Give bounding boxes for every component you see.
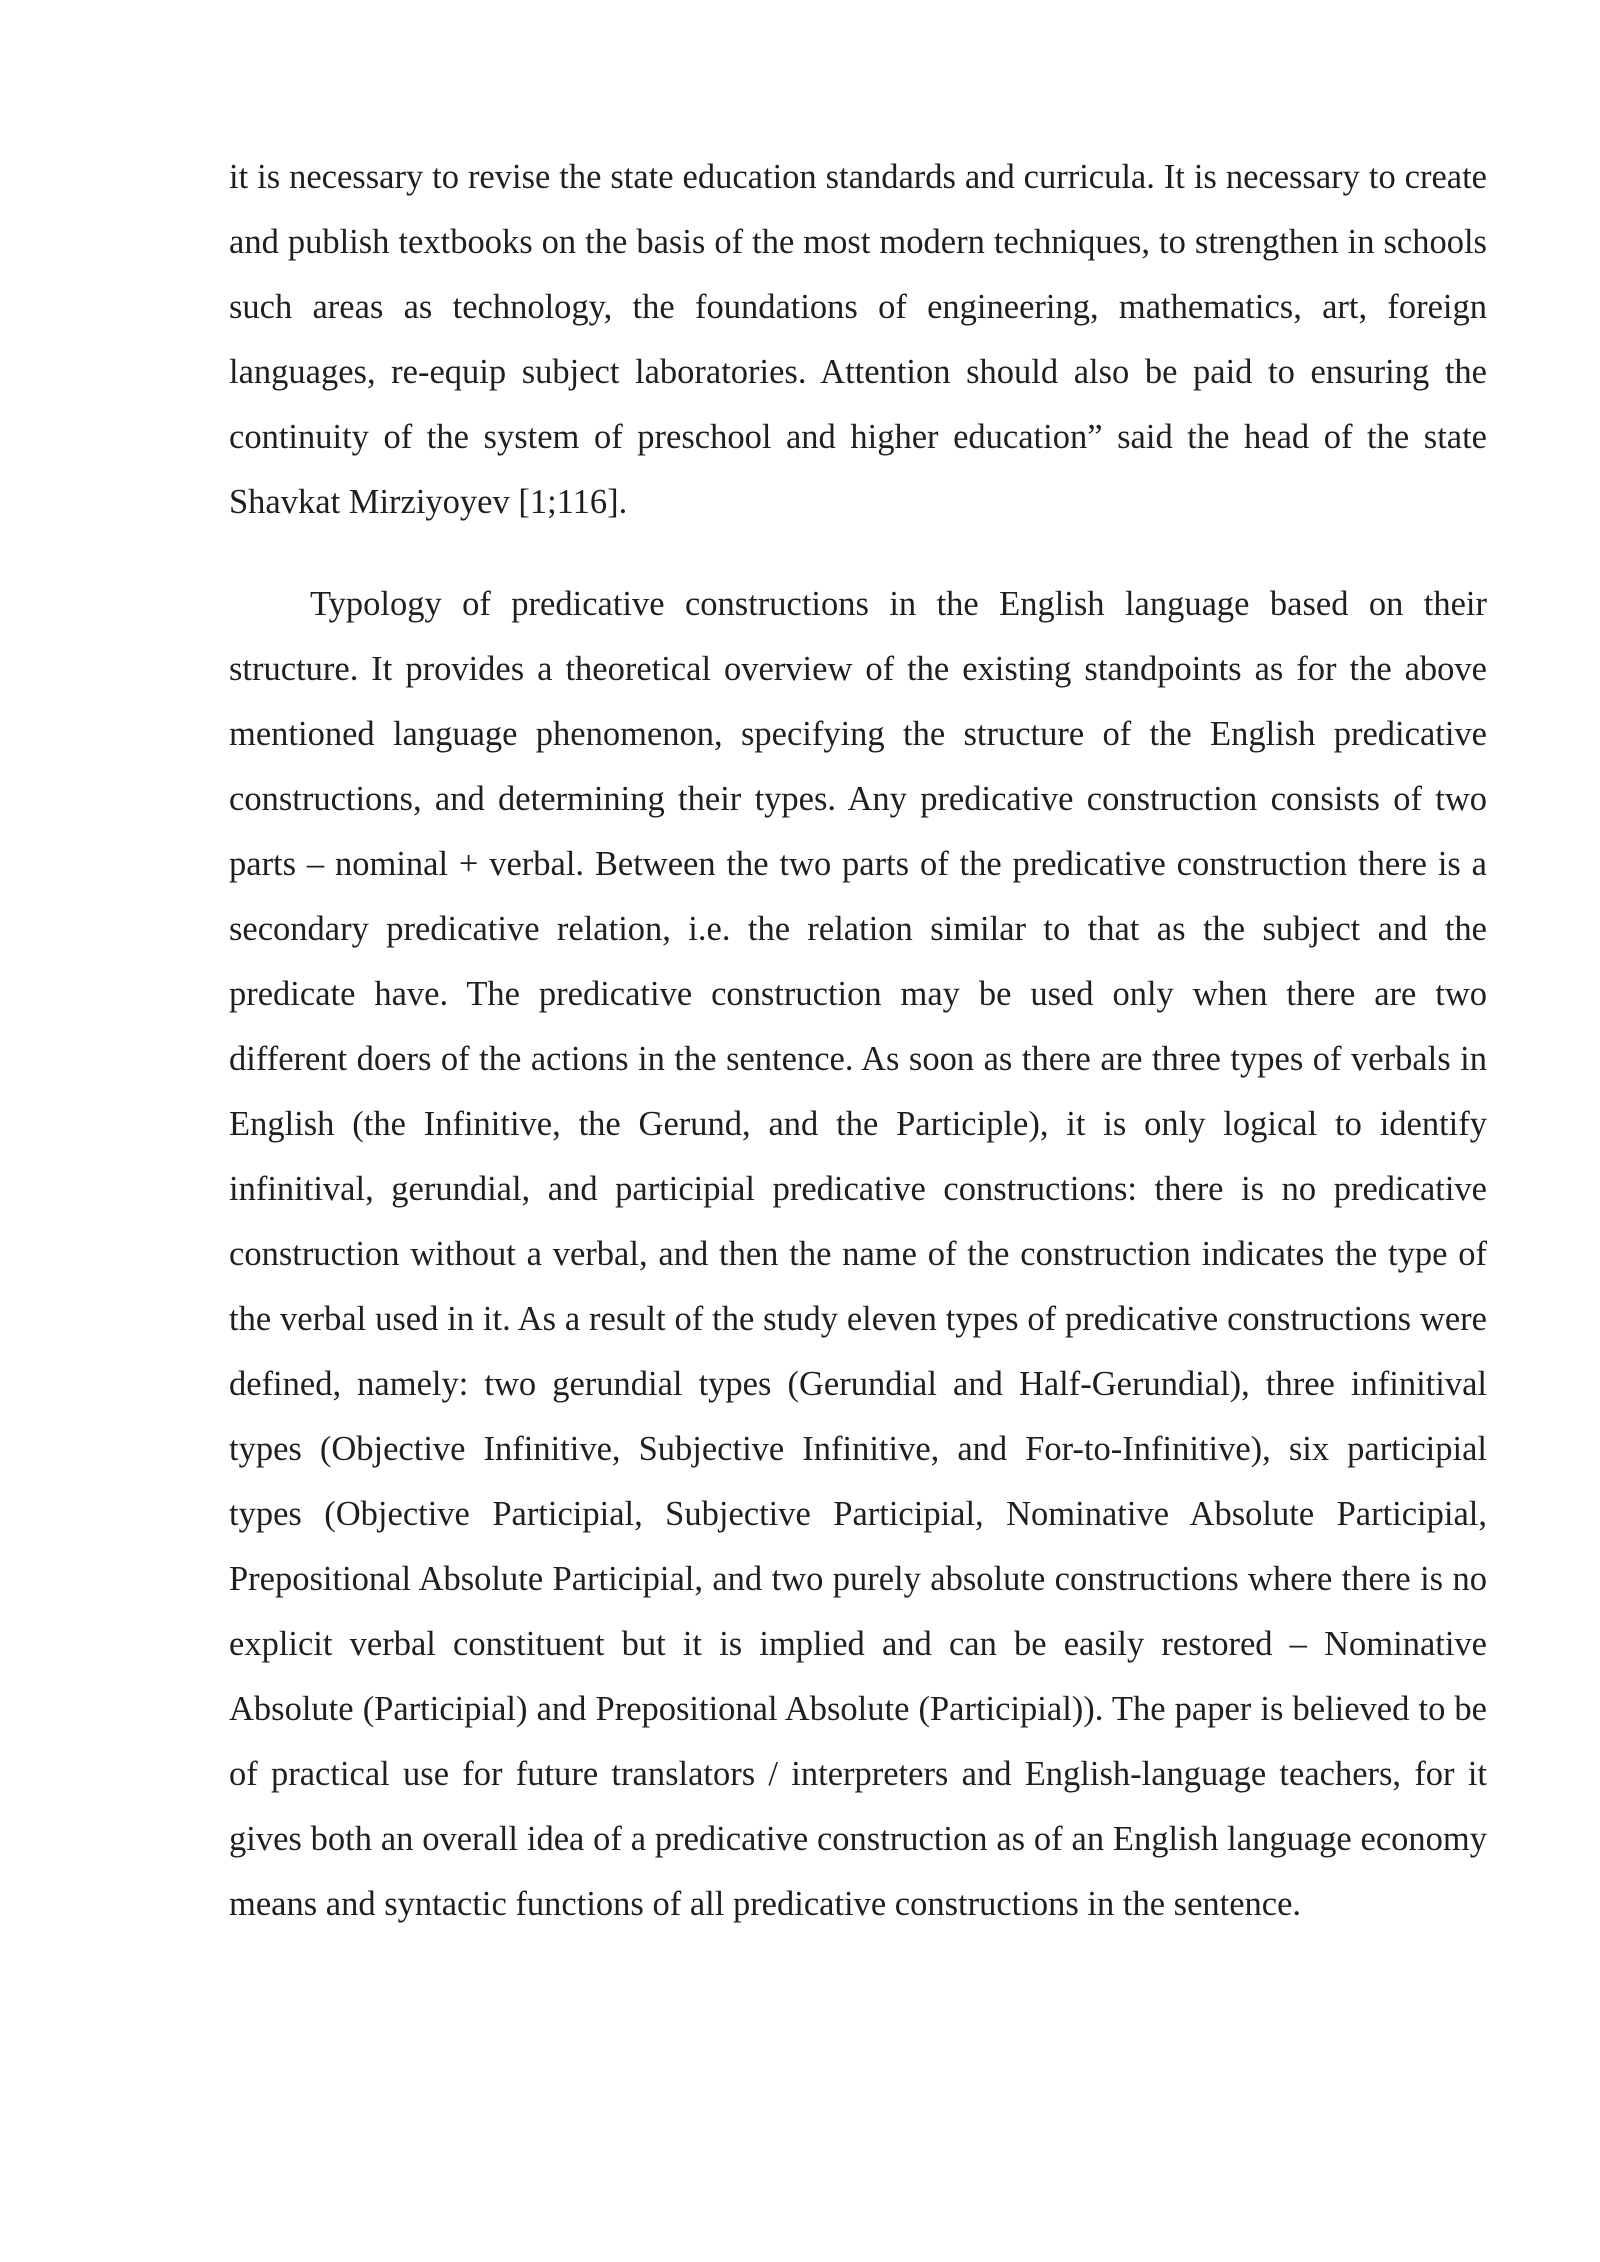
paragraph-2: Typology of predicative constructions in the English language based on their structure. It provides a theoretical overview of the existing standpoints as for the above mentioned language phenomenon, specifying the structure of the English predicative constructions, and determining their types. Any predicative construction consists of two parts – nominal + verbal. Between the two parts of the predicative construction there is a secondary predicative relation, i.e. the relation similar to that as the subject and the predicate have. The predicative construction may be used only when there are two different doers of the actions in the sentence. As soon as there are three types of verbals in English (the Infinitive, the Gerund, and the Participle), it is only logical to identify infinitival, gerundial, and participial predicative constructions: there is no predicative construction without a verbal, and then the name of the construction indicates the type of the verbal used in it. As a result of the study eleven types of predicative constructions were defined, namely: two gerundial types (Gerundial and Half-Gerundial), three infinitival types (Objective Infinitive, Subjective Infinitive, and For-to-Infinitive), six participial types (Objective Participial, Subjective Participial, Nominative Absolute Participial, Prepositional Absolute Participial, and two purely absolute constructions where there is no explicit verbal constituent but it is implied and can be easily restored – Nominative Absolute (Participial) and Prepositional Absolute (Participial)). The paper is believed to be of practical use for future translators / interpreters and English-language teachers, for it gives both an overall idea of a predicative construction as of an English language economy means and syntactic functions of all predicative constructions in the sentence. (229, 585, 1487, 1923)
paragraph-1: it is necessary to revise the state education standards and curricula. It is necessary to create and publish textbooks on the basis of the most modern techniques, to strengthen in schools such areas as technology, the foundations of engineering, mathematics, art, foreign languages, re-equip subject laboratories. Attention should also be paid to ensuring the continuity of the system of preschool and higher education” said the head of the state Shavkat Mirziyoyev [1;116]. (229, 158, 1487, 521)
body-text (229, 145, 1487, 1937)
